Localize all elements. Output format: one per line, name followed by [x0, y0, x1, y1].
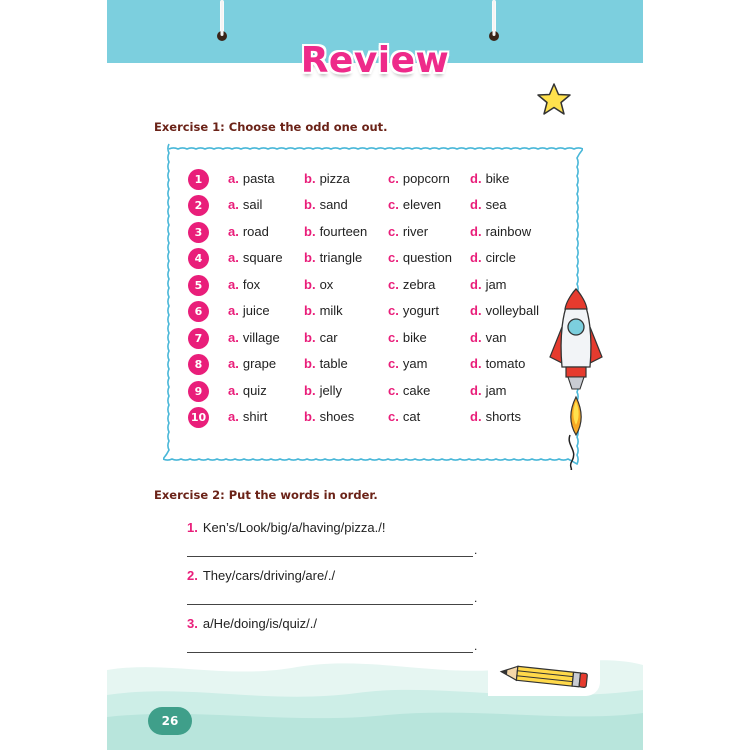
item-number-badge: 9: [188, 381, 209, 402]
option-word: popcorn: [402, 171, 450, 186]
answer-option-a[interactable]: [228, 383, 267, 398]
option-word: pizza: [319, 171, 350, 186]
answer-option-d[interactable]: [470, 383, 507, 398]
option-word: sea: [485, 197, 507, 212]
answer-option-b[interactable]: [304, 409, 354, 424]
exercise-row: [188, 194, 568, 216]
option-letter: c.: [388, 383, 399, 398]
question-number: 1.: [187, 520, 198, 535]
option-letter: b.: [304, 224, 316, 239]
option-letter: d.: [470, 277, 482, 292]
option-word: volleyball: [485, 303, 540, 318]
item-number-badge: 7: [188, 328, 209, 349]
option-letter: c.: [388, 277, 399, 292]
option-word: fourteen: [319, 224, 368, 239]
star-icon: [536, 82, 572, 116]
option-word: tomato: [485, 356, 526, 371]
answer-option-d[interactable]: [470, 356, 525, 371]
option-letter: b.: [304, 330, 316, 345]
option-word: triangle: [319, 250, 363, 265]
answer-option-d[interactable]: [470, 224, 531, 239]
option-word: square: [242, 250, 283, 265]
option-letter: c.: [388, 250, 399, 265]
question-item: [187, 616, 317, 631]
option-letter: a.: [228, 171, 239, 186]
option-word: shoes: [319, 409, 355, 424]
answer-option-a[interactable]: [228, 171, 275, 186]
answer-option-d[interactable]: [470, 197, 507, 212]
option-letter: d.: [470, 250, 482, 265]
page-number-badge: 26: [148, 707, 192, 735]
option-letter: b.: [304, 197, 316, 212]
answer-option-c[interactable]: [388, 356, 427, 371]
question-text: a/He/doing/is/quiz/./: [202, 616, 318, 631]
exercise-row: [188, 406, 568, 428]
answer-option-c[interactable]: [388, 171, 450, 186]
option-word: bike: [402, 330, 427, 345]
option-letter: d.: [470, 356, 482, 371]
option-word: ox: [319, 277, 334, 292]
option-letter: d.: [470, 171, 482, 186]
answer-option-b[interactable]: [304, 303, 343, 318]
answer-option-a[interactable]: [228, 197, 262, 212]
option-letter: b.: [304, 409, 316, 424]
rocket-icon: [548, 285, 604, 470]
binder-ring-icon: [487, 0, 501, 44]
option-word: sail: [242, 197, 263, 212]
question-text: They/cars/driving/are/./: [202, 568, 336, 583]
answer-option-b[interactable]: [304, 277, 333, 292]
option-word: zebra: [402, 277, 436, 292]
answer-option-a[interactable]: [228, 224, 269, 239]
exercise-row: [188, 221, 568, 243]
option-word: question: [402, 250, 452, 265]
option-letter: b.: [304, 383, 316, 398]
exercise-row: [188, 353, 568, 375]
answer-option-a[interactable]: [228, 303, 270, 318]
option-letter: c.: [388, 356, 399, 371]
item-number-badge: 2: [188, 195, 209, 216]
binder-ring-icon: [215, 0, 229, 44]
option-word: table: [319, 356, 348, 371]
exercise-row: [188, 274, 568, 296]
option-word: yam: [402, 356, 428, 371]
answer-line[interactable]: [187, 652, 473, 653]
option-word: quiz: [242, 383, 267, 398]
option-letter: c.: [388, 171, 399, 186]
answer-option-b[interactable]: [304, 250, 362, 265]
option-letter: b.: [304, 277, 316, 292]
answer-option-b[interactable]: [304, 356, 348, 371]
option-letter: d.: [470, 197, 482, 212]
answer-option-b[interactable]: [304, 224, 367, 239]
answer-option-b[interactable]: [304, 330, 338, 345]
question-number: 3.: [187, 616, 198, 631]
answer-option-d[interactable]: [470, 303, 539, 318]
pencil-icon: [497, 662, 589, 690]
line-period: .: [474, 543, 478, 557]
item-number-badge: 8: [188, 354, 209, 375]
option-letter: a.: [228, 197, 239, 212]
item-number-badge: 5: [188, 275, 209, 296]
option-word: river: [402, 224, 429, 239]
answer-option-c[interactable]: [388, 197, 441, 212]
answer-option-d[interactable]: [470, 409, 521, 424]
item-number-badge: 6: [188, 301, 209, 322]
option-letter: b.: [304, 171, 316, 186]
answer-option-a[interactable]: [228, 356, 276, 371]
option-letter: c.: [388, 409, 399, 424]
option-word: car: [319, 330, 338, 345]
option-letter: b.: [304, 250, 316, 265]
question-number: 2.: [187, 568, 198, 583]
option-word: shirt: [242, 409, 268, 424]
option-word: jam: [485, 383, 507, 398]
option-word: village: [242, 330, 280, 345]
answer-option-c[interactable]: [388, 330, 427, 345]
answer-line[interactable]: [187, 556, 473, 557]
item-number-badge: 10: [188, 407, 209, 428]
option-word: shorts: [485, 409, 521, 424]
option-letter: d.: [470, 224, 482, 239]
item-number-badge: 4: [188, 248, 209, 269]
option-word: milk: [319, 303, 343, 318]
exercise-row: [188, 380, 568, 402]
option-word: juice: [242, 303, 270, 318]
exercise-2-heading: Exercise 2: Put the words in order.: [154, 488, 378, 502]
option-letter: a.: [228, 277, 239, 292]
exercise-row: [188, 300, 568, 322]
line-period: .: [474, 639, 478, 653]
option-word: road: [242, 224, 269, 239]
option-word: pasta: [242, 171, 275, 186]
exercise-row: [188, 327, 568, 349]
question-item: [187, 568, 335, 583]
option-letter: d.: [470, 330, 482, 345]
exercise-row: [188, 168, 568, 190]
answer-option-a[interactable]: [228, 330, 280, 345]
option-letter: b.: [304, 303, 316, 318]
answer-option-a[interactable]: [228, 250, 283, 265]
option-letter: c.: [388, 197, 399, 212]
option-word: van: [485, 330, 507, 345]
exercise-row: [188, 247, 568, 269]
question-item: [187, 520, 385, 535]
option-word: sand: [319, 197, 348, 212]
option-letter: c.: [388, 303, 399, 318]
option-word: grape: [242, 356, 277, 371]
option-letter: c.: [388, 330, 399, 345]
option-letter: a.: [228, 224, 239, 239]
option-word: cat: [402, 409, 421, 424]
option-letter: d.: [470, 409, 482, 424]
answer-option-b[interactable]: [304, 171, 350, 186]
option-word: rainbow: [485, 224, 532, 239]
option-word: yogurt: [402, 303, 439, 318]
answer-option-c[interactable]: [388, 277, 435, 292]
answer-line[interactable]: [187, 604, 473, 605]
option-letter: c.: [388, 224, 399, 239]
answer-option-c[interactable]: [388, 303, 439, 318]
question-text: Ken’s/Look/big/a/having/pizza./!: [202, 520, 386, 535]
option-word: eleven: [402, 197, 442, 212]
line-period: .: [474, 591, 478, 605]
answer-option-a[interactable]: [228, 409, 267, 424]
answer-option-b[interactable]: [304, 197, 348, 212]
answer-option-c[interactable]: [388, 383, 430, 398]
option-letter: a.: [228, 303, 239, 318]
answer-option-b[interactable]: [304, 383, 342, 398]
option-letter: a.: [228, 356, 239, 371]
option-word: jam: [485, 277, 507, 292]
answer-option-c[interactable]: [388, 224, 428, 239]
option-word: jelly: [319, 383, 342, 398]
option-letter: d.: [470, 303, 482, 318]
option-letter: a.: [228, 250, 239, 265]
answer-option-d[interactable]: [470, 171, 509, 186]
answer-option-d[interactable]: [470, 277, 507, 292]
option-word: bike: [485, 171, 510, 186]
option-letter: d.: [470, 383, 482, 398]
answer-option-d[interactable]: [470, 330, 507, 345]
option-word: cake: [402, 383, 431, 398]
item-number-badge: 1: [188, 169, 209, 190]
answer-option-c[interactable]: [388, 409, 420, 424]
answer-option-d[interactable]: [470, 250, 516, 265]
exercise-1-heading: Exercise 1: Choose the odd one out.: [154, 120, 388, 134]
option-letter: b.: [304, 356, 316, 371]
answer-option-c[interactable]: [388, 250, 452, 265]
option-letter: a.: [228, 409, 239, 424]
item-number-badge: 3: [188, 222, 209, 243]
option-word: fox: [242, 277, 261, 292]
option-word: circle: [485, 250, 516, 265]
answer-option-a[interactable]: [228, 277, 260, 292]
page-title: Review: [300, 40, 450, 81]
option-letter: a.: [228, 383, 239, 398]
option-letter: a.: [228, 330, 239, 345]
